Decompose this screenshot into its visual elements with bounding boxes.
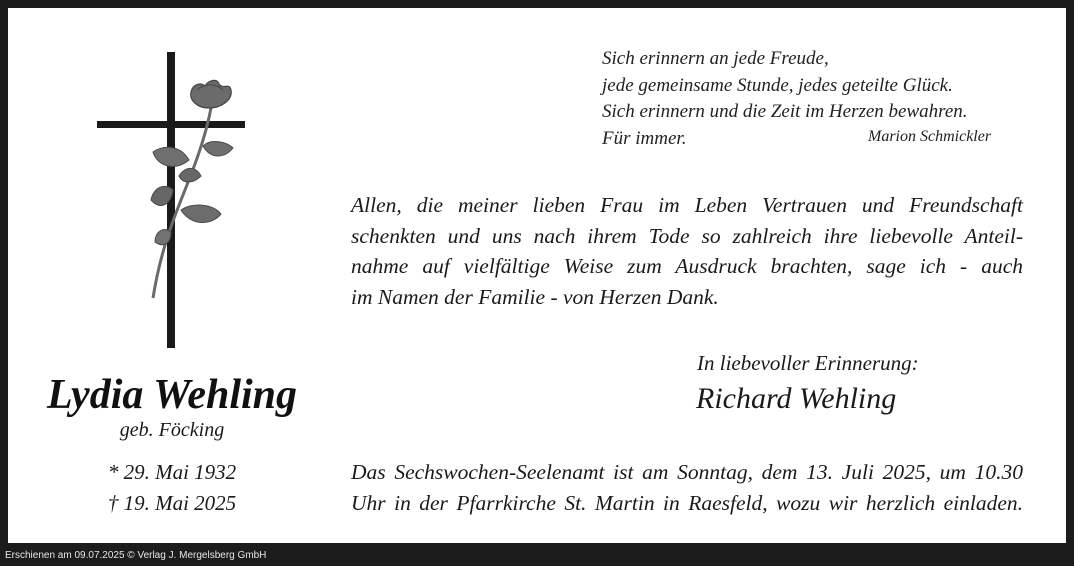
poem-line: Sich erinnern und die Zeit im Herzen bewahren.: [602, 101, 968, 122]
publication-footer: Erschienen am 09.07.2025 © Verlag J. Mergelsberg GmbH: [5, 550, 267, 561]
memory-label: In liebevoller Erinnerung:: [697, 351, 919, 375]
signer-name: Richard Wehling: [696, 382, 897, 415]
poem-line: Für immer.: [602, 127, 687, 149]
poem-author: Marion Schmickler: [868, 128, 992, 145]
mass-line: Das Sechswochen-Seelenamt ist am Sonntag, dem 13. Juli 2025, um 10.30: [351, 460, 1023, 484]
poem-line: jede gemeinsame Stunde, jedes geteilte Glück.: [602, 74, 953, 96]
cross-with-rose-icon: [93, 50, 253, 350]
thank-you-line: schenkten und uns nach ihrem Tode so zahlreich ihre liebevolle Anteil-: [351, 223, 1023, 248]
birth-date: * 29. Mai 1932: [107, 460, 237, 484]
maiden-name: geb. Föcking: [119, 419, 225, 441]
thank-you-line: im Namen der Familie - von Herzen Dank.: [351, 284, 719, 309]
mass-announcement: [351, 457, 1023, 519]
mass-line: Uhr in der Pfarrkirche St. Martin in Raesfeld, wozu wir herzlich einladen.: [351, 491, 1023, 515]
obituary-card: [8, 8, 1066, 543]
poem-line: Sich erinnern an jede Freude,: [602, 48, 829, 69]
life-dates: [8, 457, 336, 519]
death-date: † 19. Mai 2025: [107, 491, 237, 515]
deceased-name: Lydia Wehling: [46, 372, 298, 418]
thank-you-line: nahme auf vielfältige Weise zum Ausdruck brachten, sage ich - auch: [351, 254, 1023, 278]
thank-you-text: [351, 190, 1023, 312]
thank-you-line: Allen, die meiner lieben Frau im Leben Vertrauen und Freundschaft: [351, 193, 1023, 217]
